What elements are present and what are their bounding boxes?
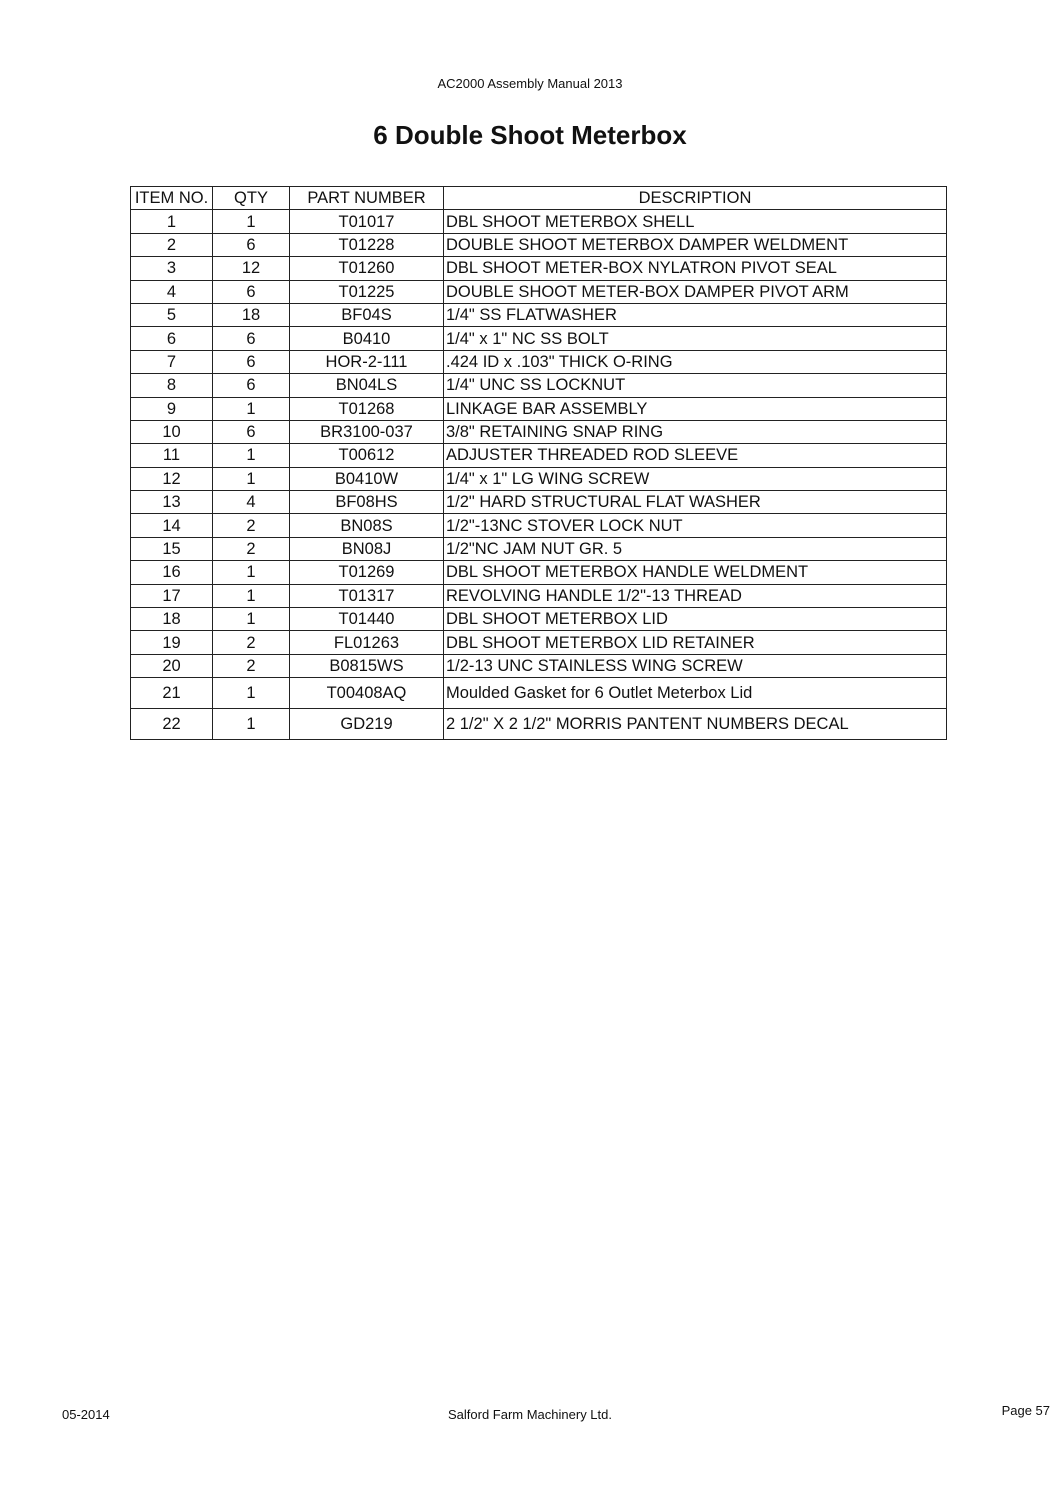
item-no-cell: 2 <box>131 233 213 256</box>
item-no-cell: 12 <box>131 467 213 490</box>
part-number-cell: B0815WS <box>290 654 444 677</box>
item-no-cell: 4 <box>131 280 213 303</box>
qty-cell: 1 <box>213 397 290 420</box>
column-header-item-no: ITEM NO. <box>131 187 213 210</box>
qty-cell: 2 <box>213 654 290 677</box>
item-no-cell: 22 <box>131 709 213 740</box>
qty-cell: 1 <box>213 210 290 233</box>
item-no-cell: 11 <box>131 444 213 467</box>
part-number-cell: T01268 <box>290 397 444 420</box>
description-cell: 1/2"-13NC STOVER LOCK NUT <box>444 514 947 537</box>
part-number-cell: T01225 <box>290 280 444 303</box>
description-cell: LINKAGE BAR ASSEMBLY <box>444 397 947 420</box>
description-cell: DBL SHOOT METERBOX HANDLE WELDMENT <box>444 561 947 584</box>
table-row <box>131 350 947 373</box>
description-cell: DOUBLE SHOOT METERBOX DAMPER WELDMENT <box>444 233 947 256</box>
table-row <box>131 678 947 709</box>
qty-cell: 6 <box>213 350 290 373</box>
footer-company: Salford Farm Machinery Ltd. <box>447 1407 612 1422</box>
column-header-qty: QTY <box>213 187 290 210</box>
part-number-cell: T00408AQ <box>290 678 444 709</box>
table-row <box>131 397 947 420</box>
table-row <box>131 374 947 397</box>
part-number-cell: BF04S <box>290 303 444 326</box>
description-cell: ADJUSTER THREADED ROD SLEEVE <box>444 444 947 467</box>
item-no-cell: 3 <box>131 257 213 280</box>
part-number-cell: FL01263 <box>290 631 444 654</box>
table-row <box>131 537 947 560</box>
qty-cell: 1 <box>213 678 290 709</box>
part-number-cell: BR3100-037 <box>290 420 444 443</box>
item-no-cell: 10 <box>131 420 213 443</box>
item-no-cell: 19 <box>131 631 213 654</box>
description-cell: Moulded Gasket for 6 Outlet Meterbox Lid <box>444 678 947 709</box>
item-no-cell: 5 <box>131 303 213 326</box>
item-no-cell: 13 <box>131 491 213 514</box>
table-row <box>131 491 947 514</box>
qty-cell: 1 <box>213 561 290 584</box>
item-no-cell: 17 <box>131 584 213 607</box>
qty-cell: 2 <box>213 537 290 560</box>
part-number-cell: BF08HS <box>290 491 444 514</box>
item-no-cell: 18 <box>131 608 213 631</box>
qty-cell: 1 <box>213 444 290 467</box>
part-number-cell: T01017 <box>290 210 444 233</box>
part-number-cell: BN08S <box>290 514 444 537</box>
qty-cell: 6 <box>213 374 290 397</box>
part-number-cell: T01269 <box>290 561 444 584</box>
item-no-cell: 14 <box>131 514 213 537</box>
part-number-cell: T01228 <box>290 233 444 256</box>
qty-cell: 6 <box>213 420 290 443</box>
column-header-description: DESCRIPTION <box>444 187 947 210</box>
part-number-cell: T00612 <box>290 444 444 467</box>
description-cell: DBL SHOOT METERBOX LID <box>444 608 947 631</box>
description-cell: 1/4" SS FLATWASHER <box>444 303 947 326</box>
part-number-cell: T01260 <box>290 257 444 280</box>
table-row <box>131 303 947 326</box>
qty-cell: 1 <box>213 584 290 607</box>
table-row <box>131 654 947 677</box>
table-row <box>131 631 947 654</box>
description-cell: DBL SHOOT METERBOX SHELL <box>444 210 947 233</box>
part-number-cell: BN08J <box>290 537 444 560</box>
part-number-cell: GD219 <box>290 709 444 740</box>
item-no-cell: 21 <box>131 678 213 709</box>
description-cell: DBL SHOOT METERBOX LID RETAINER <box>444 631 947 654</box>
description-cell: 1/4" UNC SS LOCKNUT <box>444 374 947 397</box>
part-number-cell: B0410W <box>290 467 444 490</box>
part-number-cell: HOR-2-111 <box>290 350 444 373</box>
qty-cell: 4 <box>213 491 290 514</box>
qty-cell: 1 <box>213 709 290 740</box>
table-header-row <box>131 187 947 210</box>
item-no-cell: 20 <box>131 654 213 677</box>
table-row <box>131 561 947 584</box>
item-no-cell: 7 <box>131 350 213 373</box>
qty-cell: 6 <box>213 327 290 350</box>
page-number: Page 57 <box>1001 1403 1050 1418</box>
table-body <box>131 210 947 740</box>
description-cell: 1/2"NC JAM NUT GR. 5 <box>444 537 947 560</box>
table-row <box>131 233 947 256</box>
footer-date: 05-2014 <box>62 1407 110 1422</box>
qty-cell: 18 <box>213 303 290 326</box>
table-row <box>131 709 947 740</box>
qty-cell: 1 <box>213 467 290 490</box>
qty-cell: 2 <box>213 631 290 654</box>
qty-cell: 6 <box>213 280 290 303</box>
description-cell: 3/8" RETAINING SNAP RING <box>444 420 947 443</box>
table-row <box>131 280 947 303</box>
table-row <box>131 467 947 490</box>
description-cell: 2 1/2" X 2 1/2" MORRIS PANTENT NUMBERS DECAL <box>444 709 947 740</box>
part-number-cell: T01440 <box>290 608 444 631</box>
description-cell: 1/4" x 1" LG WING SCREW <box>444 467 947 490</box>
item-no-cell: 9 <box>131 397 213 420</box>
column-header-part-number: PART NUMBER <box>290 187 444 210</box>
qty-cell: 2 <box>213 514 290 537</box>
manual-header: AC2000 Assembly Manual 2013 <box>437 76 623 91</box>
part-number-cell: BN04LS <box>290 374 444 397</box>
table-row <box>131 327 947 350</box>
table-row <box>131 584 947 607</box>
table-row <box>131 444 947 467</box>
item-no-cell: 16 <box>131 561 213 584</box>
table-row <box>131 514 947 537</box>
table-row <box>131 210 947 233</box>
qty-cell: 1 <box>213 608 290 631</box>
description-cell: DBL SHOOT METER-BOX NYLATRON PIVOT SEAL <box>444 257 947 280</box>
table-row <box>131 420 947 443</box>
item-no-cell: 8 <box>131 374 213 397</box>
description-cell: 1/2" HARD STRUCTURAL FLAT WASHER <box>444 491 947 514</box>
qty-cell: 12 <box>213 257 290 280</box>
parts-table <box>130 186 947 740</box>
description-cell: DOUBLE SHOOT METER-BOX DAMPER PIVOT ARM <box>444 280 947 303</box>
item-no-cell: 15 <box>131 537 213 560</box>
qty-cell: 6 <box>213 233 290 256</box>
page-title: 6 Double Shoot Meterbox <box>373 120 687 150</box>
description-cell: 1/2-13 UNC STAINLESS WING SCREW <box>444 654 947 677</box>
item-no-cell: 1 <box>131 210 213 233</box>
table-row <box>131 608 947 631</box>
description-cell: 1/4" x 1" NC SS BOLT <box>444 327 947 350</box>
item-no-cell: 6 <box>131 327 213 350</box>
part-number-cell: B0410 <box>290 327 444 350</box>
description-cell: REVOLVING HANDLE 1/2"-13 THREAD <box>444 584 947 607</box>
description-cell: .424 ID x .103" THICK O-RING <box>444 350 947 373</box>
part-number-cell: T01317 <box>290 584 444 607</box>
table-row <box>131 257 947 280</box>
